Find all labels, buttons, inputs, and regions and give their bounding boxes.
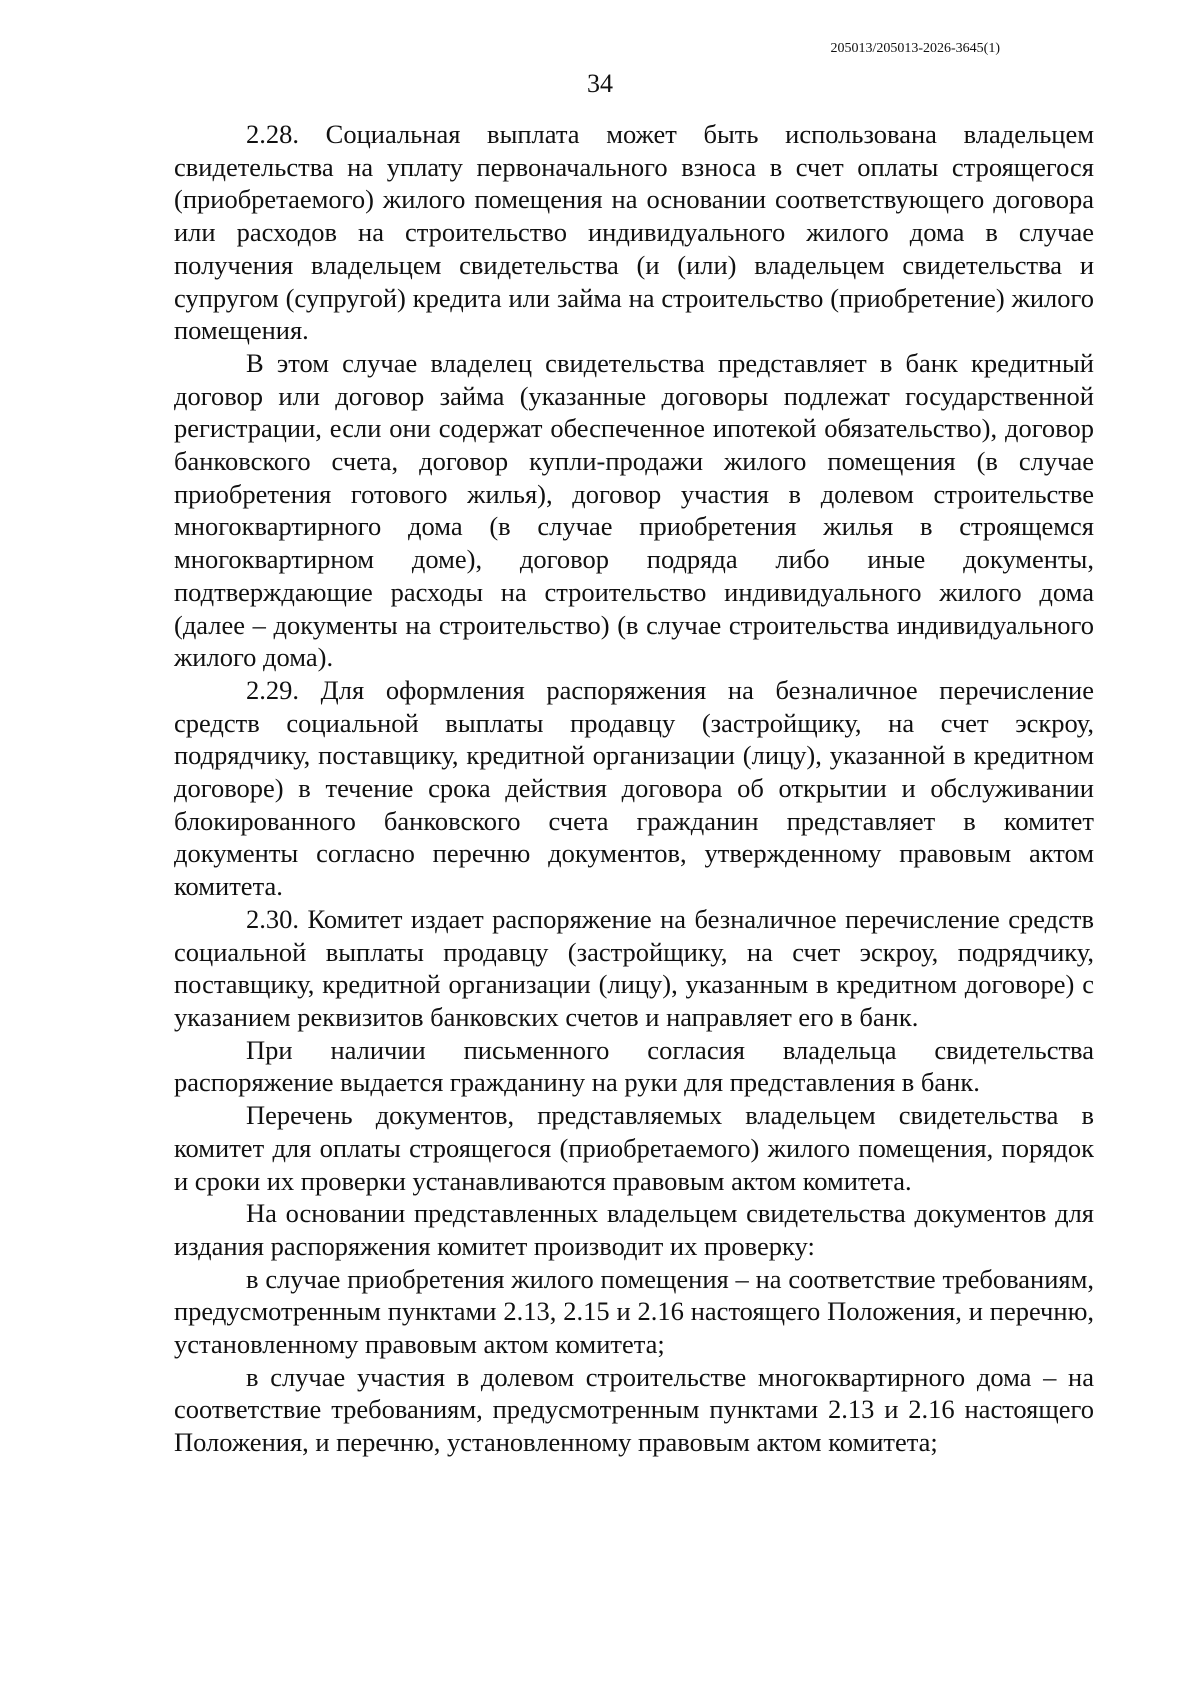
paragraph-verification-basis: На основании представленных владельцем свидетельства документов для издания распоряжения комитет производит их проверку: — [174, 1198, 1094, 1261]
document-body — [174, 118, 1094, 1459]
paragraph-2-30: 2.30. Комитет издает распоряжение на безналичное перечисление средств социальной выплаты продавцу (застройщику, на счет эскроу, подрядчику, поставщику, кредитной организации (лицу), указанным в кредитном договоре) с указанием реквизитов банковских счетов и направляет его в банк. — [174, 903, 1094, 1032]
paragraph-documents-list: Перечень документов, представляемых владельцем свидетельства в комитет для оплаты строящегося (приобретаемого) жилого помещения, порядок и сроки их проверки устанавливаются правовым актом комитета. — [174, 1100, 1094, 1196]
document-registration-number: 205013/205013-2026-3645(1) — [830, 41, 1000, 56]
paragraph-shared-construction-case: в случае участия в долевом строительстве многоквартирного дома – на соответствие требованиям, предусмотренным пунктами 2.13 и 2.16 настоящего Положения, и перечню, установленному правовым актом комитета; — [174, 1361, 1094, 1458]
paragraph-2-28: 2.28. Социальная выплата может быть использована владельцем свидетельства на уплату первоначального взноса в счет оплаты строящегося (приобретаемого) жилого помещения на основании соответствующего договора или расходов на строительство индивидуального жилого дома в случае получения владельцем свидетельства (и (или) владельцем свидетельства и супругом (супругой) кредита или займа на строительство (приобретение) жилого помещения. — [174, 119, 1094, 346]
page-number: 34 — [587, 69, 613, 98]
paragraph-written-consent: При наличии письменного согласия владельца свидетельства распоряжение выдается гражданину на руки для представления в банк. — [174, 1034, 1094, 1098]
paragraph-purchase-case: в случае приобретения жилого помещения – на соответствие требованиям, предусмотренным пунктами 2.13, 2.15 и 2.16 настоящего Положения, и перечню, установленному правовым актом комитета; — [174, 1263, 1094, 1360]
paragraph-2-29: 2.29. Для оформления распоряжения на безналичное перечисление средств социальной выплаты продавцу (застройщику, на счет эскроу, подрядчику, поставщику, кредитной организации (лицу), указанной в кредитном договоре) в течение срока действия договора об открытии и обслуживании блокированного банковского счета гражданин представляет в комитет документы согласно перечню документов, утвержденному правовым актом комитета. — [174, 674, 1094, 902]
paragraph-bank-documents: В этом случае владелец свидетельства представляет в банк кредитный договор или договор займа (указанные договоры подлежат государственной регистрации, если они содержат обеспеченное ипотекой обязательство), договор банковского счета, договор купли-продажи жилого помещения (в случае приобретения готового жилья), договор участия в долевом строительстве многоквартирного дома (в случае приобретения жилья в строящемся многоквартирном доме), договор подряда либо иные документы, подтверждающие расходы на строительство индивидуального жилого дома (далее – документы на строительство) (в случае строительства индивидуального жилого дома). — [174, 347, 1094, 673]
